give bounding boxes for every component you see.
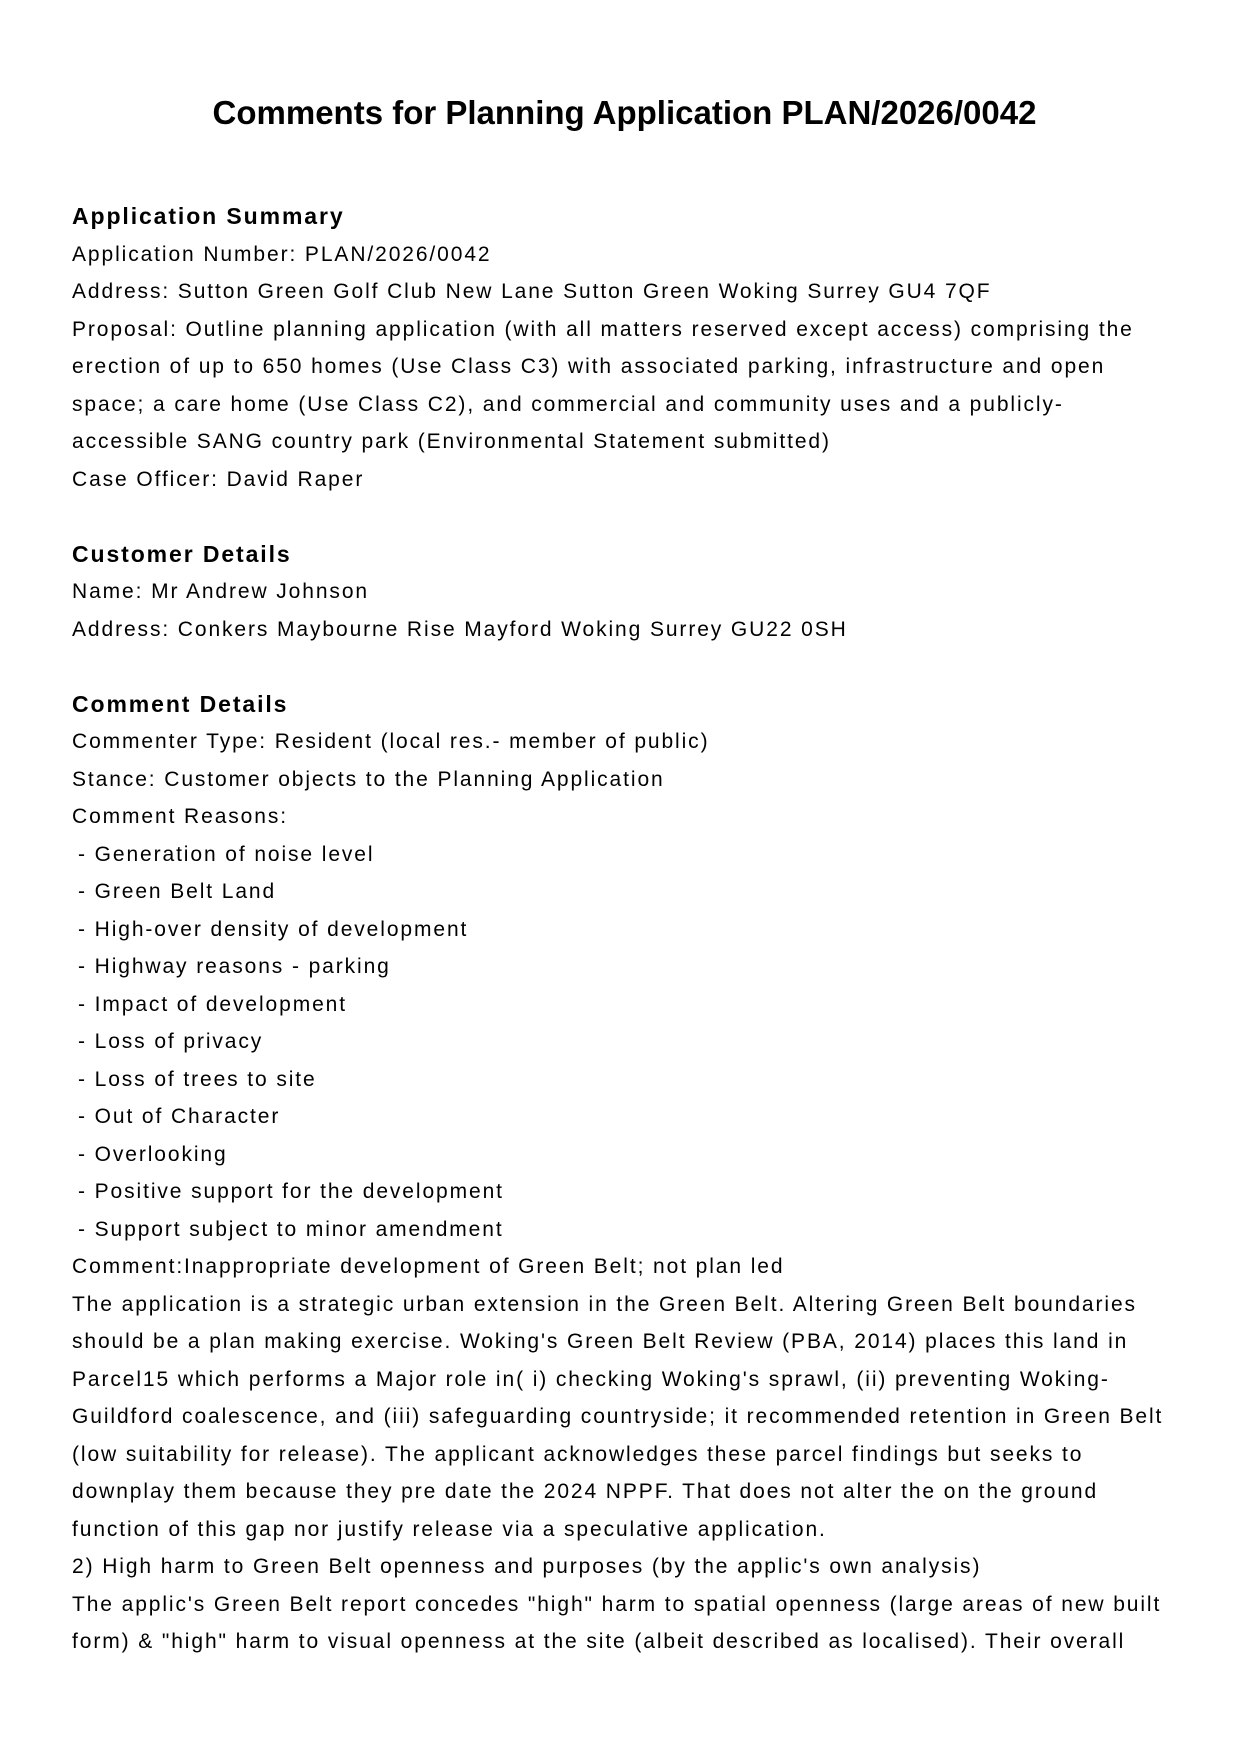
document-line: Commenter Type: Resident (local res.- member of public) — [72, 730, 710, 753]
blank-line — [72, 648, 1177, 686]
document-line: Address: Conkers Maybourne Rise Mayford Woking Surrey GU22 0SH — [72, 617, 848, 641]
comment-reason-item: - Highway reasons - parking — [78, 955, 391, 978]
section-heading: Comment Details — [72, 690, 289, 717]
blank-line — [72, 498, 1177, 536]
document-line: Name: Mr Andrew Johnson — [72, 580, 369, 603]
comment-reason-item: - Green Belt Land — [78, 880, 277, 903]
document-line: Case Officer: David Raper — [72, 467, 365, 491]
comment-reason-item: - Positive support for the development — [78, 1180, 504, 1203]
comment-reason-item: - Loss of privacy — [78, 1030, 264, 1053]
document-para: Proposal: Outline planning application (with all matters reserved except access) comprising the erection of up to 650 homes (Use Class C3) with associated parking, infrastructure and open space; a care home (Use Class C2), and commercial and community uses and a publicly-accessible SANG country park (Environmental Statement submitted) — [72, 317, 1134, 453]
comment-reason-item: - Overlooking — [78, 1142, 228, 1166]
document-line: Comment Reasons: — [72, 805, 288, 828]
document-line: Comment:Inappropriate development of Green Belt; not plan led — [72, 1255, 785, 1278]
comment-reason-item: - High-over density of development — [78, 917, 469, 941]
comment-reason-item: - Out of Character — [78, 1105, 281, 1128]
document-para: The applic's Green Belt report concedes "high" harm to spatial openness (large areas of new built form) & "high" harm to visual openness at the site (albeit described as localised). Their overall — [72, 1592, 1162, 1653]
section-heading: Customer Details — [72, 540, 292, 567]
section-heading: Application Summary — [72, 203, 345, 229]
page-title: Comments for Planning Application PLAN/2026/0042 — [212, 94, 1037, 131]
comment-reason-item: - Support subject to minor amendment — [78, 1217, 504, 1241]
document-para: The application is a strategic urban extension in the Green Belt. Altering Green Belt boundaries should be a plan making exercise. Woking's Green Belt Review (PBA, 2014) places this land in Parcel15 which performs a Major role in( i) checking Woking's sprawl, (ii) preventing Woking-Guildford coalescence, and (iii) safeguarding countryside; it recommended retention in Green Belt (low suitability for release). The applicant acknowledges these parcel findings but seeks to downplay them because they pre date the 2024 NPPF. That does not alter the on the ground function of this gap nor justify release via a speculative application. — [72, 1292, 1164, 1541]
document-line: Address: Sutton Green Golf Club New Lane Sutton Green Woking Surrey GU4 7QF — [72, 280, 992, 303]
document-body — [72, 198, 1177, 1661]
document-line: Application Number: PLAN/2026/0042 — [72, 242, 492, 266]
comment-reason-item: - Impact of development — [78, 992, 347, 1016]
comment-reason-item: - Generation of noise level — [78, 842, 375, 866]
document-line: 2) High harm to Green Belt openness and purposes (by the applic's own analysis) — [72, 1555, 982, 1578]
comment-reason-item: - Loss of trees to site — [78, 1067, 317, 1091]
document-line: Stance: Customer objects to the Planning Application — [72, 767, 665, 791]
